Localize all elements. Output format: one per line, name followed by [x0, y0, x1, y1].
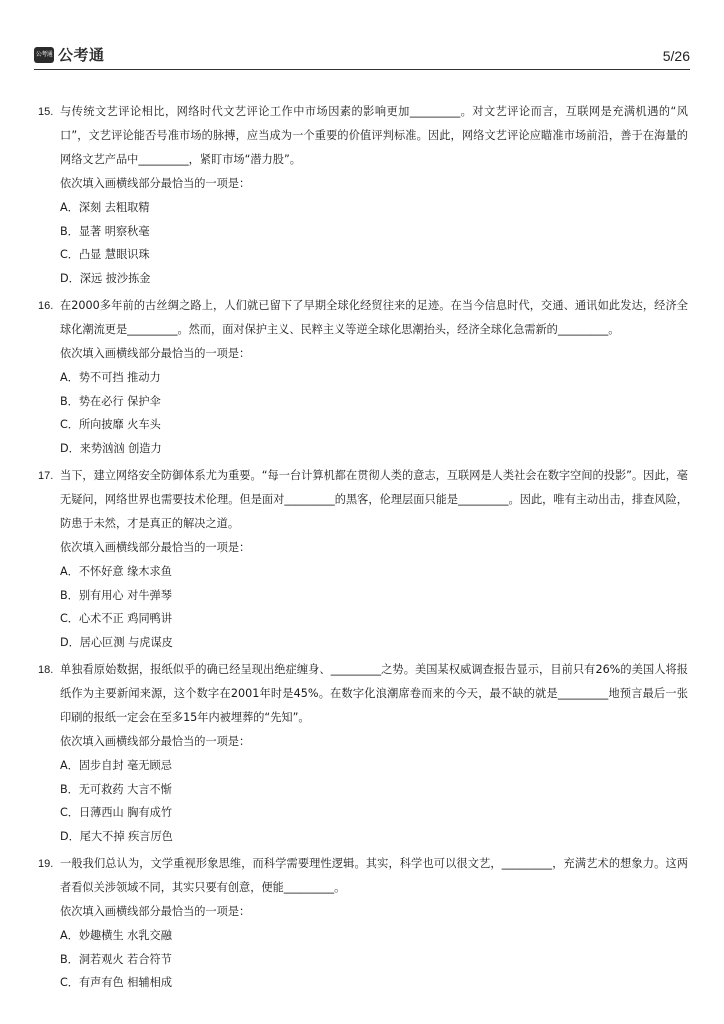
- option-c[interactable]: C．心术不正 鸡同鸭讲: [60, 612, 173, 626]
- option-b[interactable]: B．洞若观火 若合符节: [60, 952, 172, 966]
- option-d[interactable]: D．深远 披沙拣金: [60, 272, 151, 286]
- page-header: [34, 44, 690, 70]
- option-d[interactable]: D．来势汹汹 创造力: [60, 442, 162, 456]
- question-stem: 一般我们总认为，文学重视形象思维，而科学需要理性逻辑。其实，科学也可以很文艺，_________，充满艺术的想象力。这两者看似关涉领域不同，其实只要有创意，便能_________。: [60, 856, 688, 894]
- option-b[interactable]: B．势在必行 保护伞: [60, 394, 161, 408]
- option-c[interactable]: C．所向披靡 火车头: [60, 418, 161, 432]
- question-list: [38, 100, 688, 998]
- option-b[interactable]: B．显著 明察秋毫: [60, 224, 150, 238]
- question-18: [38, 658, 688, 849]
- option-c[interactable]: C．日薄西山 胸有成竹: [60, 806, 173, 820]
- option-a[interactable]: A．不怀好意 缘木求鱼: [60, 564, 172, 578]
- option-b[interactable]: B．别有用心 对牛弹琴: [60, 588, 172, 602]
- option-d[interactable]: D．尾大不掉 疾言厉色: [60, 830, 173, 844]
- question-prompt: 依次填入画横线部分最恰当的一项是：: [60, 177, 251, 190]
- option-a[interactable]: A．深刻 去粗取精: [60, 200, 150, 214]
- question-number: 17.: [38, 469, 54, 482]
- question-prompt: 依次填入画横线部分最恰当的一项是：: [60, 540, 251, 554]
- question-19: [38, 852, 688, 995]
- option-d[interactable]: D．居心叵测 与虎谋皮: [60, 636, 173, 650]
- option-a[interactable]: A．妙趣横生 水乳交融: [60, 928, 172, 942]
- option-a[interactable]: A．势不可挡 推动力: [60, 370, 161, 384]
- question-17: [38, 464, 688, 655]
- option-c[interactable]: C．凸显 慧眼识珠: [60, 248, 150, 262]
- question-16: [38, 294, 688, 461]
- question-stem: 与传统文艺评论相比，网络时代文艺评论工作中市场因素的影响更加_________。对文艺评论而言，互联网是充满机遇的“风口”，文艺评论能否号准市场的脉搏，应当成为一个重要的价值评判标准。因此，网络文艺评论应瞄准市场前沿，善于在海量的网络文艺产品中_________，紧盯市场“潜力股”。: [60, 105, 688, 166]
- question-number: 15.: [38, 106, 54, 118]
- question-number: 18.: [38, 663, 54, 676]
- question-prompt: 依次填入画横线部分最恰当的一项是：: [60, 734, 251, 748]
- question-prompt: 依次填入画横线部分最恰当的一项是：: [60, 904, 251, 918]
- question-number: 16.: [38, 299, 54, 312]
- question-number: 19.: [38, 857, 54, 870]
- brand-name: 公考通: [58, 46, 105, 64]
- question-stem: 当下，建立网络安全防御体系尤为重要。“每一台计算机都在贯彻人类的意志，互联网是人类社会在数字空间的投影”。因此，毫无疑问，网络世界也需要技术伦理。但是面对_________的黑客，伦理层面只能是_________。因此，唯有主动出击，排查风险，防患于未然，才是真正的解决之道。: [60, 468, 688, 530]
- question-stem: 在2000多年前的古丝绸之路上，人们就已留下了早期全球化经贸往来的足迹。在当今信息时代，交通、通讯如此发达，经济全球化潮流更是_________。然而，面对保护主义、民粹主义等逆全球化思潮抬头，经济全球化急需新的_________。: [60, 298, 688, 336]
- option-c[interactable]: C．有声有色 相辅相成: [60, 976, 173, 990]
- option-b[interactable]: B．无可救药 大言不惭: [60, 782, 172, 796]
- option-a[interactable]: A．固步自封 毫无顾忌: [60, 758, 172, 772]
- question-prompt: 依次填入画横线部分最恰当的一项是：: [60, 346, 251, 360]
- question-stem: 单独看原始数据，报纸似乎的确已经呈现出绝症缠身、_________之势。美国某权威调查报告显示，目前只有26%的美国人将报纸作为主要新闻来源，这个数字在2001年时是45%。在数字化浪潮席卷而来的今天，最不缺的就是_________地预言最后一张印刷的报纸一定会在至多15年内被埋葬的“先知”。: [60, 662, 688, 724]
- question-15: [38, 100, 688, 291]
- brand-logo: [34, 44, 105, 65]
- logo-mark-icon: 公考通: [34, 47, 54, 63]
- page-number: 5/26: [662, 48, 690, 64]
